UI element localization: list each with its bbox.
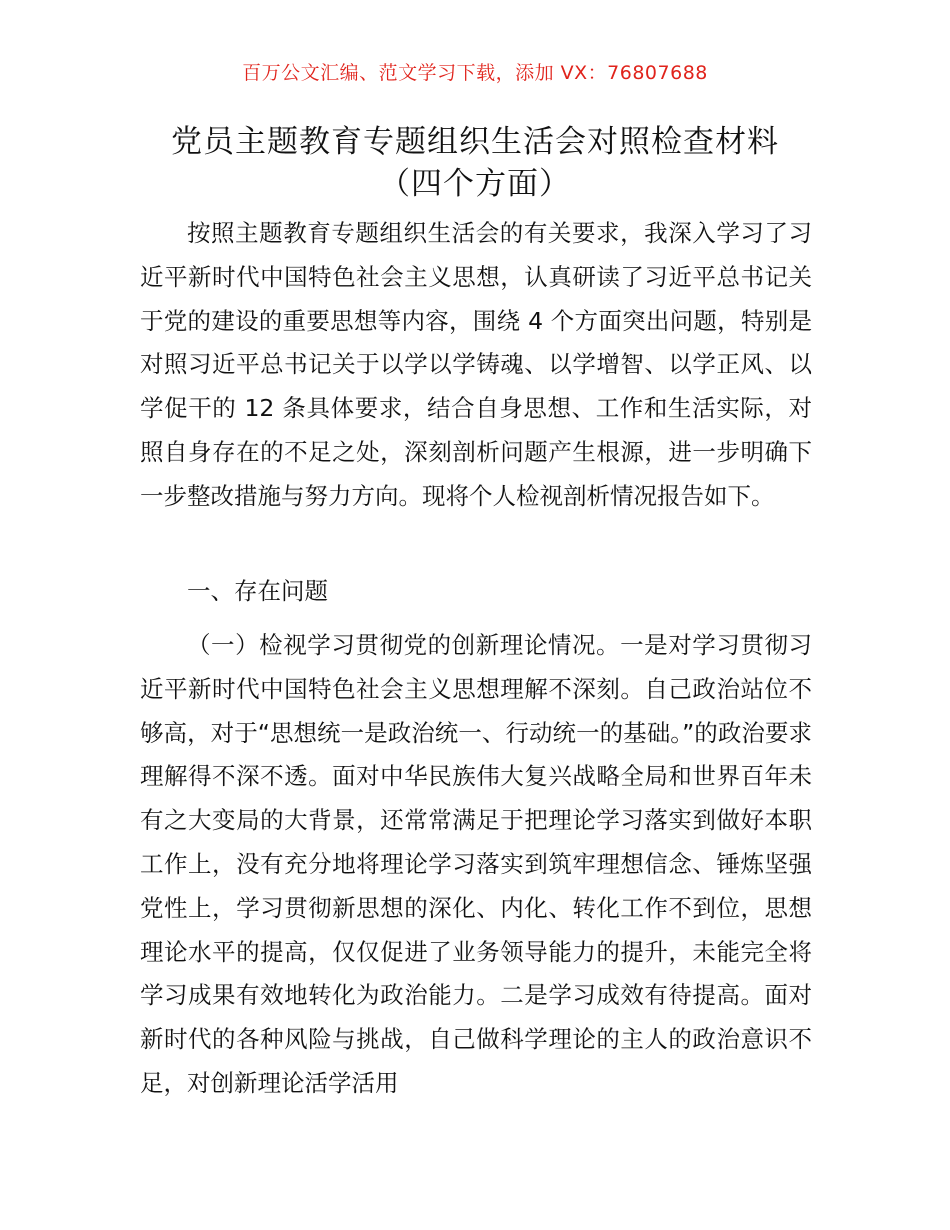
download-notice: 百万公文汇编、范文学习下载，添加 VX：76807688	[242, 62, 708, 84]
section-heading: 一、存在问题	[187, 577, 328, 605]
document-title: 党员主题教育专题组织生活会对照检查材料	[171, 124, 779, 160]
section-paragraph: （一）检视学习贯彻党的创新理论情况。一是对学习贯彻习近平新时代中国特色社会主义思想理解不深刻。自己政治站位不够高，对于“思想统一是政治统一、行动统一的基础。”的政治要求理解得不深不透。面对中华民族伟大复兴战略全局和世界百年未有之大变局的大背景，还常常满足于把理论学习落实到做好本职工作上，没有充分地将理论学习落实到筑牢理想信念、锤炼坚强党性上，学习贯彻新思想的深化、内化、转化工作不到位，思想理论水平的提高，仅仅促进了业务领导能力的提升，未能完全将学习成果有效地转化为政治能力。二是学习成效有待提高。面对新时代的各种风险与挑战，自己做科学理论的主人的政治意识不足，对创新理论活学活用	[140, 631, 812, 1097]
intro-paragraph: 按照主题教育专题组织生活会的有关要求，我深入学习了习近平新时代中国特色社会主义思想，认真研读了习近平总书记关于党的建设的重要思想等内容，围绕 4 个方面突出问题，特别是对照习近平总书记关于以学以学铸魂、以学增智、以学正风、以学促干的 12 条具体要求，结合自身思想、工作和生活实际，对照自身存在的不足之处，深刻剖析问题产生根源，进一步明确下一步整改措施与努力方向。现将个人检视剖析情况报告如下。	[140, 219, 812, 510]
section-heading-block	[140, 570, 812, 614]
intro-paragraph-block	[140, 212, 812, 519]
document-subtitle: （四个方面）	[379, 166, 571, 202]
section-paragraph-block	[140, 624, 812, 1106]
